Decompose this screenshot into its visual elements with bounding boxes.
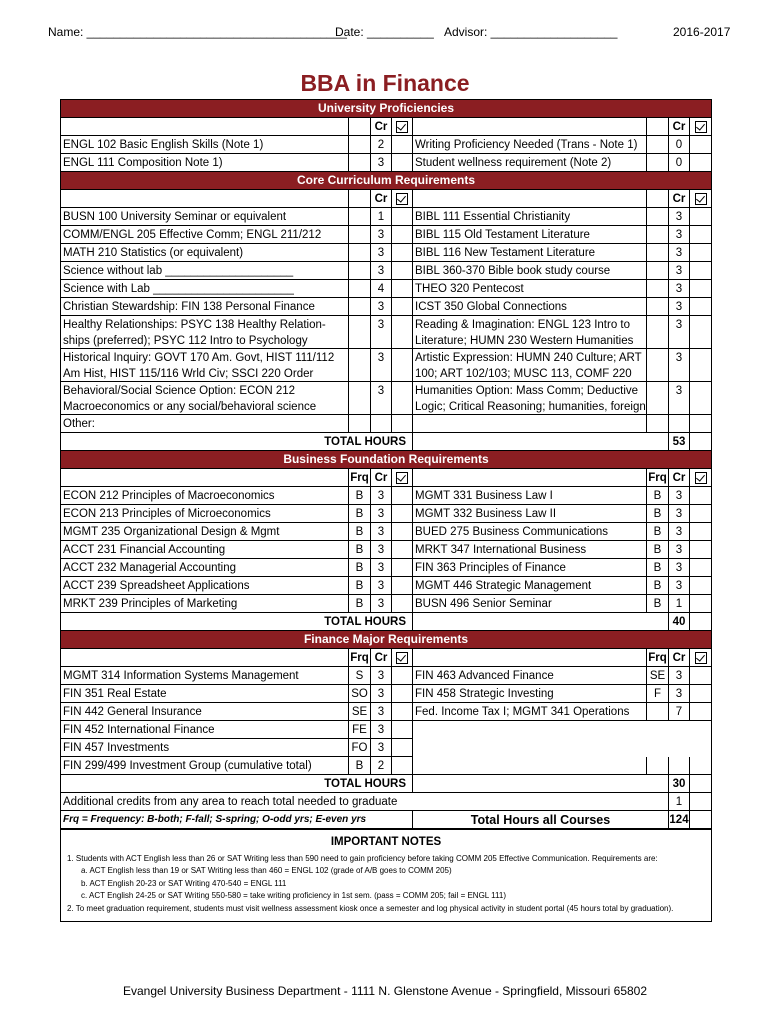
blank-cell <box>349 208 371 226</box>
completion-checkbox[interactable] <box>392 382 413 415</box>
credit-hours: 3 <box>669 523 690 541</box>
blank-cell <box>413 757 647 775</box>
completion-checkbox[interactable] <box>392 487 413 505</box>
completion-checkbox[interactable] <box>392 595 413 613</box>
completion-checkbox[interactable] <box>690 136 711 154</box>
course-name: Writing Proficiency Needed (Trans - Note 1) <box>413 136 647 154</box>
page-header <box>48 25 733 41</box>
completion-checkbox[interactable] <box>690 154 711 172</box>
frequency: B <box>647 577 669 595</box>
col-header-check-cell <box>392 190 413 208</box>
total-all-courses-value: 124 <box>669 811 690 829</box>
total-hours-value: 40 <box>669 613 690 631</box>
frequency: B <box>349 757 371 775</box>
course-name: Science with Lab ______________________ <box>61 280 349 298</box>
degree-checklist <box>60 99 712 922</box>
course-name: ENGL 102 Basic English Skills (Note 1) <box>61 136 349 154</box>
col-header-cr: Cr <box>371 190 392 208</box>
blank-cell <box>413 775 669 793</box>
col-header-blank <box>61 469 349 487</box>
course-name: MGMT 446 Strategic Management <box>413 577 647 595</box>
completion-checkbox[interactable] <box>392 577 413 595</box>
frequency <box>647 703 669 721</box>
credit-hours: 3 <box>669 298 690 316</box>
total-hours-label: TOTAL HOURS <box>61 775 413 793</box>
section-grid-business <box>61 469 711 631</box>
blank-cell <box>690 757 711 775</box>
completion-checkbox[interactable] <box>690 349 711 382</box>
completion-checkbox[interactable] <box>690 523 711 541</box>
blank-cell <box>647 280 669 298</box>
note-1c: c. ACT English 24-25 or SAT Writing 550-580 = take writing proficiency in 1st sem. (pass = COMM 205; fail = ENGL 111) <box>81 891 506 900</box>
credit-hours: 3 <box>371 577 392 595</box>
frequency: B <box>349 505 371 523</box>
completion-checkbox[interactable] <box>392 685 413 703</box>
course-name: Student wellness requirement (Note 2) <box>413 154 647 172</box>
blank-cell <box>690 775 711 793</box>
credit-hours: 3 <box>371 226 392 244</box>
col-header-blank <box>413 190 647 208</box>
completion-checkbox[interactable] <box>392 415 413 433</box>
blank-cell <box>690 793 711 811</box>
frequency-legend: Frq = Frequency: B-both; F-fall; S-spring; O-odd yrs; E-even yrs <box>61 811 413 829</box>
note-1: 1. Students with ACT English less than 26 or SAT Writing less than 590 need to gain proficiency before taking COMM 205 Effective Communication. Requirements are: <box>67 853 658 863</box>
credit-hours: 3 <box>371 721 392 739</box>
col-header-blank <box>413 469 647 487</box>
blank-cell <box>669 757 690 775</box>
course-name: MGMT 235 Organizational Design & Mgmt <box>61 523 349 541</box>
completion-checkbox[interactable] <box>392 523 413 541</box>
completion-checkbox[interactable] <box>392 208 413 226</box>
col-header-frq: Frq <box>349 469 371 487</box>
course-name: ACCT 239 Spreadsheet Applications <box>61 577 349 595</box>
col-header-blank <box>61 118 349 136</box>
course-name: FIN 463 Advanced Finance <box>413 667 647 685</box>
completion-checkbox[interactable] <box>690 280 711 298</box>
col-header-frq: Frq <box>647 649 669 667</box>
credit-hours: 3 <box>669 667 690 685</box>
frequency: FO <box>349 739 371 757</box>
page-title: BBA in Finance <box>300 70 470 96</box>
col-header-blank <box>61 190 349 208</box>
credit-hours: 3 <box>371 703 392 721</box>
credit-hours: 0 <box>669 136 690 154</box>
credit-hours: 3 <box>371 685 392 703</box>
col-header-frq: Frq <box>647 469 669 487</box>
credit-hours: 3 <box>371 595 392 613</box>
completion-checkbox[interactable] <box>690 316 711 349</box>
col-header-blank <box>413 649 647 667</box>
completion-checkbox[interactable] <box>392 721 413 739</box>
credit-hours: 3 <box>669 244 690 262</box>
col-header-cr: Cr <box>669 118 690 136</box>
section-grid-finance <box>61 649 711 829</box>
completion-checkbox[interactable] <box>690 298 711 316</box>
course-name: FIN 457 Investments <box>61 739 349 757</box>
credit-hours: 3 <box>669 208 690 226</box>
course-name: ACCT 232 Managerial Accounting <box>61 559 349 577</box>
col-header-cr: Cr <box>371 469 392 487</box>
credit-hours: 3 <box>371 487 392 505</box>
credit-hours: 3 <box>669 280 690 298</box>
frequency: B <box>349 541 371 559</box>
completion-checkbox[interactable] <box>392 559 413 577</box>
completion-checkbox[interactable] <box>690 226 711 244</box>
note-1a: a. ACT English less than 19 or SAT Writing less than 460 = ENGL 102 (grade of A/B goes to COMM 205) <box>81 866 452 875</box>
completion-checkbox[interactable] <box>690 703 711 721</box>
frequency: B <box>349 523 371 541</box>
credit-hours: 3 <box>371 523 392 541</box>
course-name: MGMT 332 Business Law II <box>413 505 647 523</box>
course-name: Healthy Relationships: PSYC 138 Healthy Relation-ships (preferred); PSYC 112 Intro to Psychology <box>61 316 349 349</box>
frequency: B <box>349 577 371 595</box>
blank-cell <box>349 154 371 172</box>
completion-checkbox[interactable] <box>690 487 711 505</box>
completion-checkbox[interactable] <box>392 757 413 775</box>
blank-cell <box>349 415 371 433</box>
col-header-check-checkbox-icon[interactable] <box>396 193 408 205</box>
credit-hours: 3 <box>371 154 392 172</box>
blank-cell <box>647 316 669 349</box>
course-name: BUSN 100 University Seminar or equivalent <box>61 208 349 226</box>
frequency: SE <box>349 703 371 721</box>
completion-checkbox[interactable] <box>392 541 413 559</box>
completion-checkbox[interactable] <box>690 577 711 595</box>
completion-checkbox[interactable] <box>392 136 413 154</box>
credit-hours: 3 <box>371 316 392 349</box>
credit-hours: 3 <box>669 685 690 703</box>
course-name: Reading & Imagination: ENGL 123 Intro to Literature; HUMN 230 Western Humanities <box>413 316 647 349</box>
frequency: SE <box>647 667 669 685</box>
page-footer: Evangel University Business Department - 1111 N. Glenstone Avenue - Springfield, Missouri 65802 <box>122 984 648 998</box>
course-name: ICST 350 Global Connections <box>413 298 647 316</box>
blank-cell <box>413 613 669 631</box>
frequency: B <box>349 595 371 613</box>
col-header-check-checkbox-icon[interactable] <box>396 652 408 664</box>
course-name: FIN 299/499 Investment Group (cumulative total) <box>61 757 349 775</box>
completion-checkbox[interactable] <box>392 505 413 523</box>
blank-cell <box>349 316 371 349</box>
blank-cell <box>349 382 371 415</box>
course-name: BIBL 111 Essential Christianity <box>413 208 647 226</box>
blank-cell <box>413 415 647 433</box>
section-title-core: Core Curriculum Requirements <box>61 172 711 190</box>
completion-checkbox[interactable] <box>392 280 413 298</box>
total-hours-value: 53 <box>669 433 690 451</box>
credit-hours: 3 <box>371 739 392 757</box>
blank-cell <box>349 226 371 244</box>
note-1b: b. ACT English 20-23 or SAT Writing 470-540 = ENGL 111 <box>81 878 287 888</box>
blank-cell <box>349 280 371 298</box>
credit-hours: 3 <box>371 505 392 523</box>
col-header-check-checkbox-icon[interactable] <box>695 193 707 205</box>
credit-hours: 2 <box>371 136 392 154</box>
section-title-university: University Proficiencies <box>61 100 711 118</box>
section-grid-core <box>61 190 711 451</box>
col-header-check-checkbox-icon[interactable] <box>396 472 408 484</box>
col-header-cr: Cr <box>669 469 690 487</box>
credit-hours: 3 <box>669 487 690 505</box>
completion-checkbox[interactable] <box>392 226 413 244</box>
frequency: B <box>349 559 371 577</box>
course-name: Fed. Income Tax I; MGMT 341 Operations <box>413 703 647 721</box>
frequency: B <box>647 559 669 577</box>
course-name: Humanities Option: Mass Comm; Deductive Logic; Critical Reasoning; humanities, foreign <box>413 382 647 415</box>
course-name: Historical Inquiry: GOVT 170 Am. Govt, HIST 111/112 Am Hist, HIST 115/116 Wrld Civ; SSCI 220 Order <box>61 349 349 382</box>
credit-hours: 3 <box>371 667 392 685</box>
course-name: MRKT 239 Principles of Marketing <box>61 595 349 613</box>
course-name: FIN 351 Real Estate <box>61 685 349 703</box>
frequency: FE <box>349 721 371 739</box>
frequency: B <box>647 523 669 541</box>
completion-checkbox[interactable] <box>690 262 711 280</box>
course-name: FIN 458 Strategic Investing <box>413 685 647 703</box>
completion-checkbox[interactable] <box>690 244 711 262</box>
course-name: BIBL 115 Old Testament Literature <box>413 226 647 244</box>
completion-checkbox[interactable] <box>392 298 413 316</box>
credit-hours: 3 <box>371 262 392 280</box>
course-name: Other: <box>61 415 349 433</box>
completion-checkbox[interactable] <box>392 667 413 685</box>
course-name: FIN 363 Principles of Finance <box>413 559 647 577</box>
col-header-blank <box>61 649 349 667</box>
course-name: THEO 320 Pentecost <box>413 280 647 298</box>
blank-cell <box>690 613 711 631</box>
blank-cell <box>647 382 669 415</box>
course-name: FIN 442 General Insurance <box>61 703 349 721</box>
credit-hours: 3 <box>669 541 690 559</box>
course-name: MATH 210 Statistics (or equivalent) <box>61 244 349 262</box>
frequency: B <box>647 541 669 559</box>
completion-checkbox[interactable] <box>392 244 413 262</box>
col-header-cr: Cr <box>371 649 392 667</box>
blank-cell <box>690 415 711 433</box>
col-header-blank <box>647 118 669 136</box>
credit-hours: 3 <box>669 226 690 244</box>
completion-checkbox[interactable] <box>690 541 711 559</box>
notes-title: IMPORTANT NOTES <box>330 836 442 848</box>
completion-checkbox[interactable] <box>392 739 413 757</box>
course-name: Science without lab ____________________ <box>61 262 349 280</box>
completion-checkbox[interactable] <box>392 262 413 280</box>
credit-hours: 3 <box>371 349 392 382</box>
completion-checkbox[interactable] <box>690 559 711 577</box>
col-header-blank <box>647 190 669 208</box>
credit-hours: 2 <box>371 757 392 775</box>
col-header-check-cell <box>392 118 413 136</box>
col-header-check-cell <box>690 118 711 136</box>
col-header-frq: Frq <box>349 649 371 667</box>
credit-hours: 0 <box>669 154 690 172</box>
course-name: ACCT 231 Financial Accounting <box>61 541 349 559</box>
credit-hours: 7 <box>669 703 690 721</box>
credit-hours: 3 <box>669 349 690 382</box>
col-header-blank <box>413 118 647 136</box>
frequency: B <box>647 487 669 505</box>
section-grid-university <box>61 118 711 172</box>
course-name: BUSN 496 Senior Seminar <box>413 595 647 613</box>
blank-cell <box>413 433 669 451</box>
col-header-check-checkbox-icon[interactable] <box>396 121 408 133</box>
note-2: 2. To meet graduation requirement, students must visit wellness assessment kiosk once a semester and log physical activity in student portal (45 hours total by graduation). <box>67 903 674 913</box>
course-name: FIN 452 International Finance <box>61 721 349 739</box>
total-all-courses-label: Total Hours all Courses <box>413 811 669 829</box>
frequency: B <box>647 595 669 613</box>
col-header-check-cell <box>690 649 711 667</box>
credit-hours: 3 <box>371 559 392 577</box>
blank-cell <box>349 349 371 382</box>
total-hours-label: TOTAL HOURS <box>61 613 413 631</box>
credit-hours: 1 <box>669 595 690 613</box>
completion-checkbox[interactable] <box>392 316 413 349</box>
credit-hours: 3 <box>371 541 392 559</box>
additional-credits-value: 1 <box>669 793 690 811</box>
col-header-check-cell <box>392 469 413 487</box>
credit-hours: 3 <box>669 577 690 595</box>
blank-cell <box>349 262 371 280</box>
blank-cell <box>647 136 669 154</box>
credit-hours: 3 <box>669 559 690 577</box>
credit-hours: 3 <box>371 298 392 316</box>
completion-checkbox[interactable] <box>690 505 711 523</box>
blank-cell <box>349 136 371 154</box>
col-header-check-checkbox-icon[interactable] <box>695 652 707 664</box>
credit-hours: 3 <box>669 316 690 349</box>
col-header-check-checkbox-icon[interactable] <box>695 472 707 484</box>
blank-cell <box>349 244 371 262</box>
col-header-cr: Cr <box>669 649 690 667</box>
academic-year: 2016-2017 <box>673 25 731 39</box>
col-header-blank <box>349 190 371 208</box>
completion-checkbox[interactable] <box>392 154 413 172</box>
date-field-label: Date: __________ <box>335 25 434 39</box>
col-header-check-cell <box>690 190 711 208</box>
col-header-blank <box>349 118 371 136</box>
blank-cell <box>647 154 669 172</box>
credit-hours: 3 <box>371 382 392 415</box>
blank-cell <box>647 349 669 382</box>
course-name: BUED 275 Business Communications <box>413 523 647 541</box>
frequency: S <box>349 667 371 685</box>
completion-checkbox[interactable] <box>690 667 711 685</box>
total-hours-value: 30 <box>669 775 690 793</box>
checklist-body <box>61 100 711 829</box>
blank-cell <box>669 415 690 433</box>
col-header-cr: Cr <box>669 190 690 208</box>
blank-cell <box>647 226 669 244</box>
course-name: BIBL 360-370 Bible book study course <box>413 262 647 280</box>
section-title-finance: Finance Major Requirements <box>61 631 711 649</box>
blank-cell <box>647 298 669 316</box>
blank-cell <box>647 244 669 262</box>
additional-credits-label: Additional credits from any area to reach total needed to graduate <box>61 793 669 811</box>
important-notes <box>61 829 711 921</box>
blank-cell <box>690 811 711 829</box>
completion-checkbox[interactable] <box>690 595 711 613</box>
blank-cell <box>647 757 669 775</box>
course-name: Christian Stewardship: FIN 138 Personal Finance <box>61 298 349 316</box>
blank-cell <box>690 433 711 451</box>
blank-cell <box>647 415 669 433</box>
credit-hours <box>371 415 392 433</box>
col-header-cr: Cr <box>371 118 392 136</box>
course-name: ECON 212 Principles of Macroeconomics <box>61 487 349 505</box>
col-header-check-cell <box>690 469 711 487</box>
blank-cell <box>349 298 371 316</box>
credit-hours: 3 <box>371 244 392 262</box>
course-name: Artistic Expression: HUMN 240 Culture; ART 100; ART 102/103; MUSC 113, COMF 220 <box>413 349 647 382</box>
col-header-check-cell <box>392 649 413 667</box>
course-name: MRKT 347 International Business <box>413 541 647 559</box>
credit-hours: 3 <box>669 262 690 280</box>
total-hours-label: TOTAL HOURS <box>61 433 413 451</box>
credit-hours: 3 <box>669 505 690 523</box>
frequency: B <box>647 505 669 523</box>
credit-hours: 3 <box>669 382 690 415</box>
course-name: Behavioral/Social Science Option: ECON 212 Macroeconomics or any social/behavioral science <box>61 382 349 415</box>
course-name: MGMT 314 Information Systems Management <box>61 667 349 685</box>
course-name: COMM/ENGL 205 Effective Comm; ENGL 211/212 <box>61 226 349 244</box>
completion-checkbox[interactable] <box>690 208 711 226</box>
name-field-label: Name: _______________________________________ <box>48 25 347 39</box>
col-header-check-checkbox-icon[interactable] <box>695 121 707 133</box>
frequency: SO <box>349 685 371 703</box>
credit-hours: 1 <box>371 208 392 226</box>
credit-hours: 4 <box>371 280 392 298</box>
course-name: ENGL 111 Composition Note 1) <box>61 154 349 172</box>
blank-cell <box>647 262 669 280</box>
completion-checkbox[interactable] <box>690 685 711 703</box>
course-name: BIBL 116 New Testament Literature <box>413 244 647 262</box>
completion-checkbox[interactable] <box>690 382 711 415</box>
blank-cell <box>647 208 669 226</box>
frequency: B <box>349 487 371 505</box>
course-name: ECON 213 Principles of Microeconomics <box>61 505 349 523</box>
frequency: F <box>647 685 669 703</box>
section-title-business: Business Foundation Requirements <box>61 451 711 469</box>
advisor-field-label: Advisor: ___________________ <box>444 25 618 39</box>
completion-checkbox[interactable] <box>392 703 413 721</box>
completion-checkbox[interactable] <box>392 349 413 382</box>
course-name: MGMT 331 Business Law I <box>413 487 647 505</box>
